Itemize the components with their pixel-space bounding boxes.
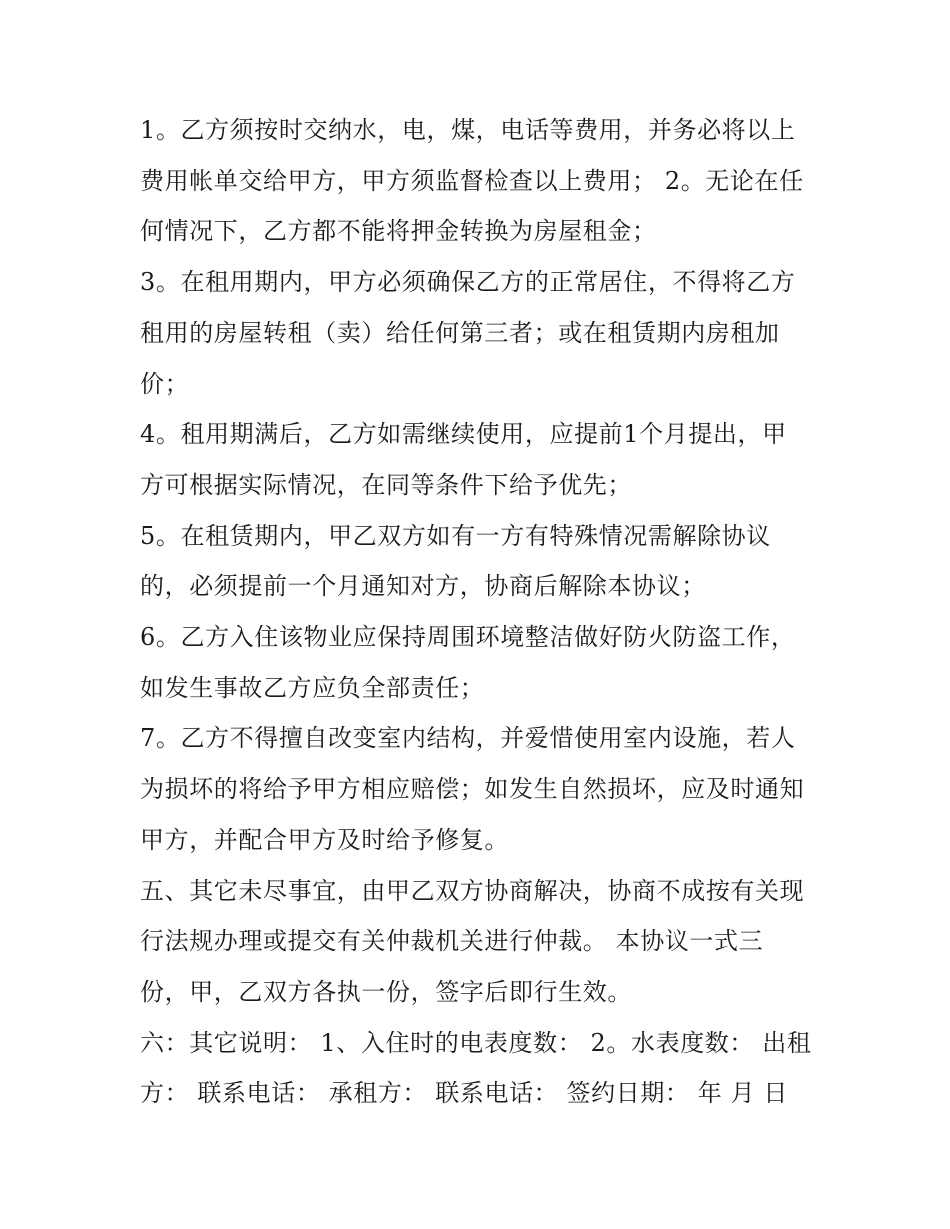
text-line: 如发生事故乙方应负全部责任； (140, 673, 485, 702)
text-line: 甲方，并配合甲方及时给予修复。 (140, 825, 509, 854)
text-line: 六：其它说明： 1、入住时的电表度数： 2。水表度数： 出租 (140, 1028, 812, 1057)
text-line: 费用帐单交给甲方，甲方须监督检查以上费用； 2。无论在任 (140, 166, 804, 195)
text-line: 3。在租用期内，甲方必须确保乙方的正常居住，不得将乙方 (140, 268, 796, 297)
text-line: 何情况下，乙方都不能将押金转换为房屋租金； (140, 217, 657, 246)
text-line: 7。乙方不得擅自改变室内结构，并爱惜使用室内设施，若人 (140, 724, 796, 753)
text-line: 方可根据实际情况，在同等条件下给予优先； (140, 470, 632, 499)
text-line: 4。租用期满后，乙方如需继续使用，应提前1个月提出，甲 (140, 420, 787, 449)
text-line: 行法规办理或提交有关仲裁机关进行仲裁。 本协议一式三 (140, 927, 764, 956)
text-line: 5。在租赁期内，甲乙双方如有一方有特殊情况需解除协议 (140, 521, 771, 550)
text-line: 五、其它未尽事宜，由甲乙双方协商解决，协商不成按有关现 (140, 876, 805, 905)
text-line: 6。乙方入住该物业应保持周围环境整洁做好防火防盗工作， (140, 623, 796, 651)
text-line: 方： 联系电话： 承租方： 联系电话： 签约日期： 年 月 日 (140, 1079, 789, 1108)
text-line: 1。乙方须按时交纳水，电，煤，电话等费用，并务必将以上 (140, 116, 796, 144)
text-line: 价； (140, 369, 190, 398)
text-line: 为损坏的将给予甲方相应赔偿；如发生自然损坏，应及时通知 (140, 775, 805, 804)
text-line: 的，必须提前一个月通知对方，协商后解除本协议； (140, 572, 706, 601)
text-line: 租用的房屋转租（卖）给任何第三者；或在租赁期内房租加 (140, 318, 780, 347)
text-line: 份，甲，乙双方各执一份，签字后即行生效。 (140, 977, 632, 1006)
